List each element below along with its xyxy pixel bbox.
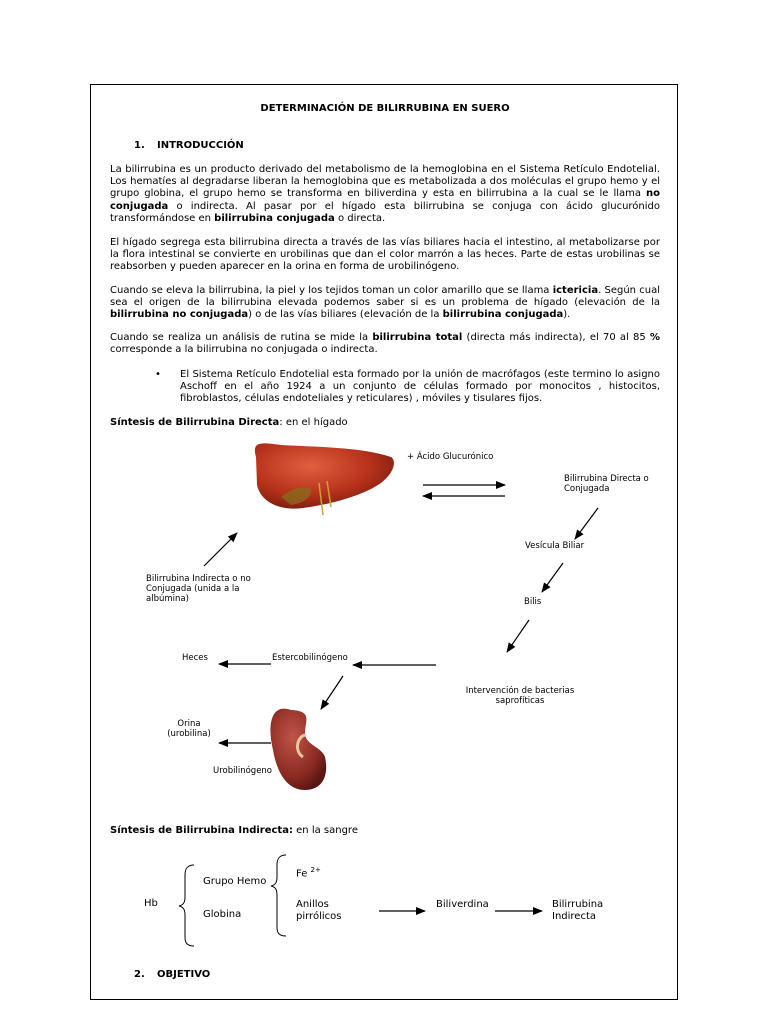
label-grupo-hemo: Grupo Hemo xyxy=(203,876,267,887)
label-bilis: Bilis xyxy=(524,597,542,607)
label-bilirrubina-indirecta: Bilirrubina Indirecta o no Conjugada (unida a la albúmina) xyxy=(146,574,251,604)
synthesis-indirect-heading: Síntesis de Bilirrubina Indirecta: en la sangre xyxy=(110,825,358,836)
arrow-to-vesicula xyxy=(575,508,598,539)
bullet-marker: • xyxy=(155,369,161,380)
intro-paragraph-2: El hígado segrega esta bilirrubina directa a través de las vías biliares hacia el intestino, al metabolizarse por la flora intestinal se convierte en urobilinas que dan el color marrón a las heces. Parte de estas urobilinas se reabsorben y pueden aparecer en la orina en forma de urobilinógeno. xyxy=(110,237,660,273)
document-page xyxy=(90,84,678,1000)
kidney-illustration xyxy=(270,709,326,790)
label-fe: Fe $^{2+}$ xyxy=(296,866,321,880)
label-anillos-pirrolicos: Anillos pirrólicos xyxy=(296,899,342,922)
arrow-to-kidney xyxy=(321,676,343,709)
intro-paragraph-1: La bilirrubina es un producto derivado del metabolismo de la hemoglobina en el Sistema Retículo Endotelial. Los hematíes al degradarse liberan la hemoglobina que es metabolizada a dos moléculas el grupo hemo y el grupo globina, el grupo hemo se transforma en biliverdina y esta en bilirrubina a la cual se le llama no conjugada o indirecta. Al pasar por el hígado esta bilirrubina se conjuga con ácido glucurónido transformándose en bilirrubina conjugada o directa. xyxy=(110,164,660,224)
synthesis-direct-diagram xyxy=(91,85,679,1001)
label-bilirrubina-indirecta-2: Bilirrubina Indirecta xyxy=(552,899,604,922)
section-1-title: INTRODUCCIÓN xyxy=(157,140,244,151)
arrow-to-liver xyxy=(204,533,237,566)
liver-illustration xyxy=(255,443,394,515)
label-biliverdina: Biliverdina xyxy=(436,899,489,910)
label-urobilinogeno: Urobilinógeno xyxy=(213,766,273,776)
intro-paragraph-3: Cuando se eleva la bilirrubina, la piel y los tejidos toman un color amarillo que se llama ictericia. Según cual sea el origen de la bilirrubina elevada podemos saber si es un problema de hígado (elevación de la bilirrubina no conjugada) o de las vías biliares (elevación de la bilirrubina conjugada). xyxy=(110,285,660,321)
section-2-number: 2. xyxy=(134,969,145,980)
label-bilirrubina-directa: Bilirrubina Directa o Conjugada xyxy=(564,474,649,494)
label-orina: Orina (urobilina) xyxy=(167,719,211,739)
label-globina: Globina xyxy=(203,909,242,920)
brace-hemo xyxy=(271,855,286,936)
section-2-title: OBJETIVO xyxy=(157,969,211,980)
arrow-to-bilis xyxy=(542,563,563,592)
label-heces: Heces xyxy=(182,653,208,663)
label-fe-charge: 2+ xyxy=(310,866,321,874)
section-1-number: 1. xyxy=(134,140,145,151)
synthesis-direct-heading: Síntesis de Bilirrubina Directa: en el hígado xyxy=(110,417,348,428)
label-acido-glucuronico: + Ácido Glucurónico xyxy=(407,452,494,462)
bullet-text: El Sistema Retículo Endotelial esta formado por la unión de macrófagos (este termino lo asigno Aschoff en el año 1924 a un conjunto de células formado por monocitos , histocitos, fibroblastos, células endoteliales y reticulares) , móviles y tisulares fijos. xyxy=(180,369,660,405)
label-vesicula-biliar: Vesícula Biliar xyxy=(525,541,585,551)
brace-hb xyxy=(179,865,194,946)
intro-paragraph-4: Cuando se realiza un análisis de rutina se mide la bilirrubina total (directa más indirecta), el 70 al 85 % corresponde a la bilirrubina no conjugada o indirecta. xyxy=(110,332,661,356)
document-title: DETERMINACIÓN DE BILIRRUBINA EN SUERO xyxy=(260,103,510,114)
label-intervencion-bacterias: Intervención de bacterias saprofíticas xyxy=(465,686,575,706)
arrow-to-intervencion xyxy=(507,620,529,652)
label-estercobilinogeno: Estercobilinógeno xyxy=(272,653,348,663)
label-hb: Hb xyxy=(144,898,158,909)
